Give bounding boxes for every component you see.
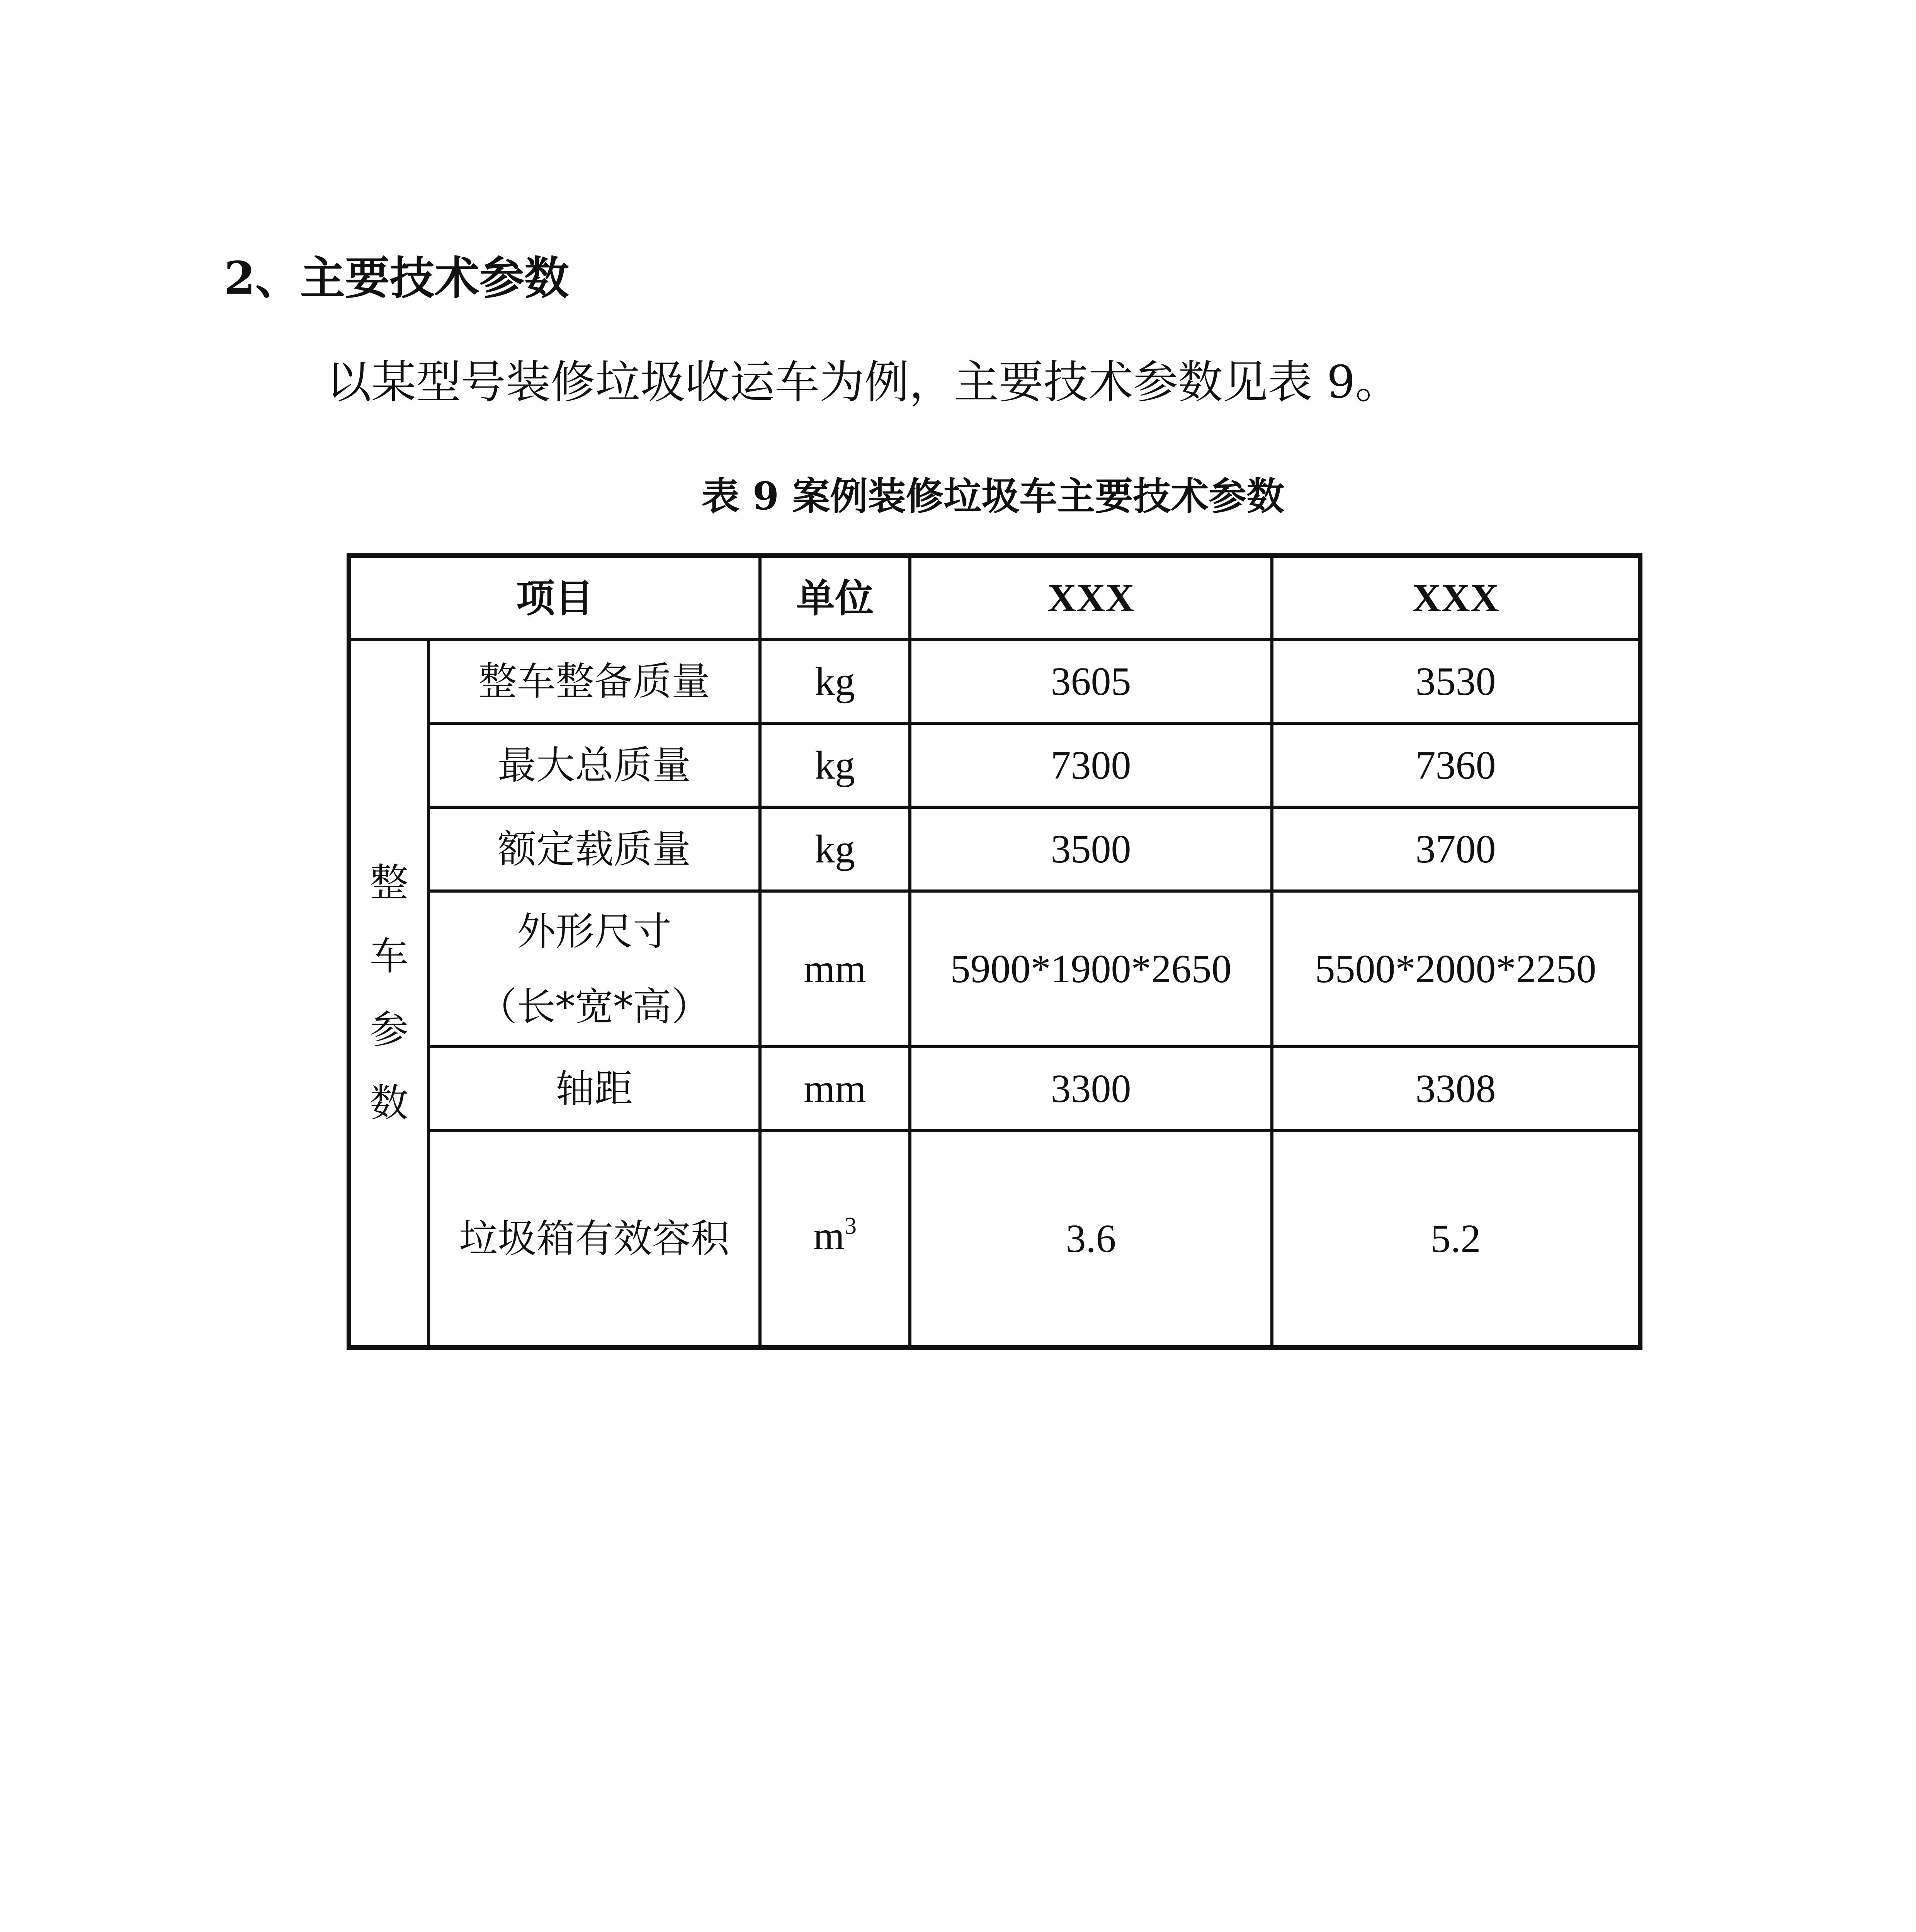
row-name: 额定载质量 (428, 807, 760, 891)
unit-superscript: 3 (844, 1213, 857, 1239)
section-heading: 2、主要技术参数 (224, 252, 569, 304)
table-row (349, 891, 1640, 1047)
row-unit: kg (760, 807, 910, 891)
table-row (349, 1131, 1640, 1347)
intro-paragraph: 以某型号装修垃圾收运车为例，主要技术参数见表 9。 (326, 356, 1400, 408)
row-unit: kg (760, 723, 910, 807)
row-unit: kg (760, 639, 910, 723)
header-model-b: XXX (1272, 556, 1640, 639)
group-cell (349, 639, 428, 1347)
row-name (428, 891, 760, 1047)
table-row (349, 1047, 1640, 1131)
header-unit: 单位 (760, 556, 910, 639)
table-row (349, 723, 1640, 807)
row-value-b: 7360 (1272, 723, 1640, 807)
table-row (349, 807, 1640, 891)
row-value-a: 5900*1900*2650 (910, 891, 1272, 1047)
table-header-row (349, 556, 1640, 639)
group-label: 整车参数 (370, 860, 408, 1126)
row-value-b: 3530 (1272, 639, 1640, 723)
row-value-a: 3300 (910, 1047, 1272, 1131)
row-unit: mm (760, 891, 910, 1047)
row-name: 最大总质量 (428, 723, 760, 807)
unit-base: m (813, 1213, 845, 1258)
row-value-b: 3700 (1272, 807, 1640, 891)
table-caption: 表 9 案例装修垃圾车主要技术参数 (701, 474, 1285, 519)
row-value-a: 3605 (910, 639, 1272, 723)
row-value-b: 3308 (1272, 1047, 1640, 1131)
header-item: 项目 (349, 556, 760, 639)
row-name-line2: （长*宽*高） (478, 984, 710, 1029)
row-value-a: 7300 (910, 723, 1272, 807)
row-value-a: 3.6 (910, 1131, 1272, 1347)
row-unit: mm (760, 1047, 910, 1131)
row-name: 整车整备质量 (428, 639, 760, 723)
row-name: 轴距 (428, 1047, 760, 1131)
row-value-a: 3500 (910, 807, 1272, 891)
row-name-line1: 外形尺寸 (517, 908, 672, 954)
row-unit (760, 1131, 910, 1347)
row-name: 垃圾箱有效容积 (428, 1131, 760, 1347)
header-model-a: XXX (910, 556, 1272, 639)
spec-table (347, 553, 1642, 1350)
row-value-b: 5500*2000*2250 (1272, 891, 1640, 1047)
table-row (349, 639, 1640, 723)
row-value-b: 5.2 (1272, 1131, 1640, 1347)
